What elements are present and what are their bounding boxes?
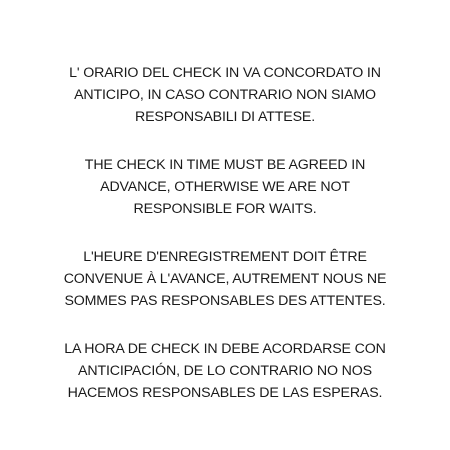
notice-paragraph-italian bbox=[0, 62, 450, 128]
notice-line: L' ORARIO DEL CHECK IN VA CONCORDATO IN bbox=[69, 65, 381, 81]
notice-paragraph-spanish bbox=[0, 338, 450, 404]
notice-line: RESPONSABILI DI ATTESE. bbox=[135, 109, 315, 125]
notice-line: RESPONSIBLE FOR WAITS. bbox=[133, 201, 317, 217]
notice-line: SOMMES PAS RESPONSABLES DES ATTENTES. bbox=[64, 293, 386, 309]
notice-line: ANTICIPO, IN CASO CONTRARIO NON SIAMO bbox=[74, 87, 376, 103]
check-in-notice bbox=[0, 62, 450, 430]
notice-paragraph-english bbox=[0, 154, 450, 220]
notice-line: ADVANCE, OTHERWISE WE ARE NOT bbox=[100, 179, 350, 195]
notice-line: CONVENUE À L'AVANCE, AUTREMENT NOUS NE bbox=[63, 271, 387, 287]
notice-paragraph-french bbox=[0, 246, 450, 312]
notice-line: THE CHECK IN TIME MUST BE AGREED IN bbox=[84, 157, 366, 173]
notice-line: ANTICIPACIÓN, DE LO CONTRARIO NO NOS bbox=[78, 363, 372, 379]
notice-line: L'HEURE D'ENREGISTREMENT DOIT ÊTRE bbox=[83, 249, 367, 265]
notice-line: HACEMOS RESPONSABLES DE LAS ESPERAS. bbox=[67, 385, 383, 401]
notice-line: LA HORA DE CHECK IN DEBE ACORDARSE CON bbox=[64, 341, 386, 357]
